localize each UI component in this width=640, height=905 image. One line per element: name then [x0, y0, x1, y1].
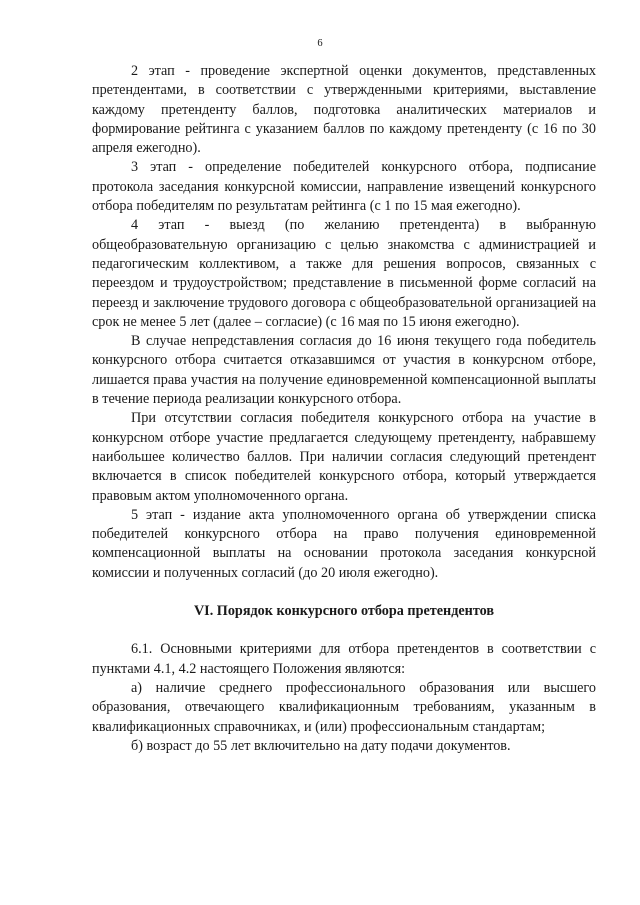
paragraph-stage-5: 5 этап - издание акта уполномоченного органа об утверждении списка победителей конкурсного отбора на право получения единовременной компенсационной выплаты на основании протокола заседания конкурсной комиссии и полученных согласий (до 20 июля ежегодно).	[92, 506, 596, 581]
section-heading: VI. Порядок конкурсного отбора претендентов	[193, 603, 495, 620]
paragraph-stage-2: 2 этап - проведение экспертной оценки документов, представленных претендентами, в соответствии с утвержденными критериями, выставление каждому претенденту баллов, подготовка аналитических материалов и формирование рейтинга с указанием баллов по каждому претенденту (с 16 по 30 апреля ежегодно).	[92, 63, 596, 157]
paragraph-no-consent: В случае непредставления согласия до 16 июня текущего года победитель конкурсного отбора считается отказавшимся от участия в конкурсном отборе, лишается права участия на получение единовременной компенсационной выплаты в течение периода реализации конкурсного отбора.	[92, 333, 596, 408]
paragraph-stage-3: 3 этап - определение победителей конкурсного отбора, подписание протокола заседания конкурсной комиссии, направление извещений конкурсного отбора победителям по результатам рейтинга (с 1 по 15 мая ежегодно).	[92, 159, 596, 215]
page-number: 6	[317, 38, 323, 49]
paragraph-criterion-b: б) возраст до 55 лет включительно на дату подачи документов.	[131, 737, 511, 754]
paragraph-criterion-a: а) наличие среднего профессионального образования или высшего образования, отвечающего квалификационным требованиям, указанным в квалификационных справочниках, и (или) профессиональным стандартам;	[92, 679, 596, 735]
paragraph-absence-consent: При отсутствии согласия победителя конкурсного отбора на участие в конкурсном отборе участие предлагается следующему претенденту, набравшему наибольшее количество баллов. При наличии согласия следующий претендент включается в список победителей конкурсного отбора, который утверждается правовым актом уполномоченного органа.	[92, 410, 596, 504]
paragraph-criteria: 6.1. Основными критериями для отбора претендентов в соответствии с пунктами 4.1, 4.2 настоящего Положения являются:	[92, 641, 596, 677]
paragraph-stage-4: 4 этап - выезд (по желанию претендента) в выбранную общеобразовательную организацию с целью знакомства с администрацией и педагогическим коллективом, а также для решения вопросов, связанных с переездом и трудоустройством; представление в письменной форме согласий на переезд и заключение трудового договора с общеобразовательной организацией на срок не менее 5 лет (далее – согласие) (с 16 мая по 15 июня ежегодно).	[92, 217, 596, 330]
document-body	[92, 62, 596, 756]
